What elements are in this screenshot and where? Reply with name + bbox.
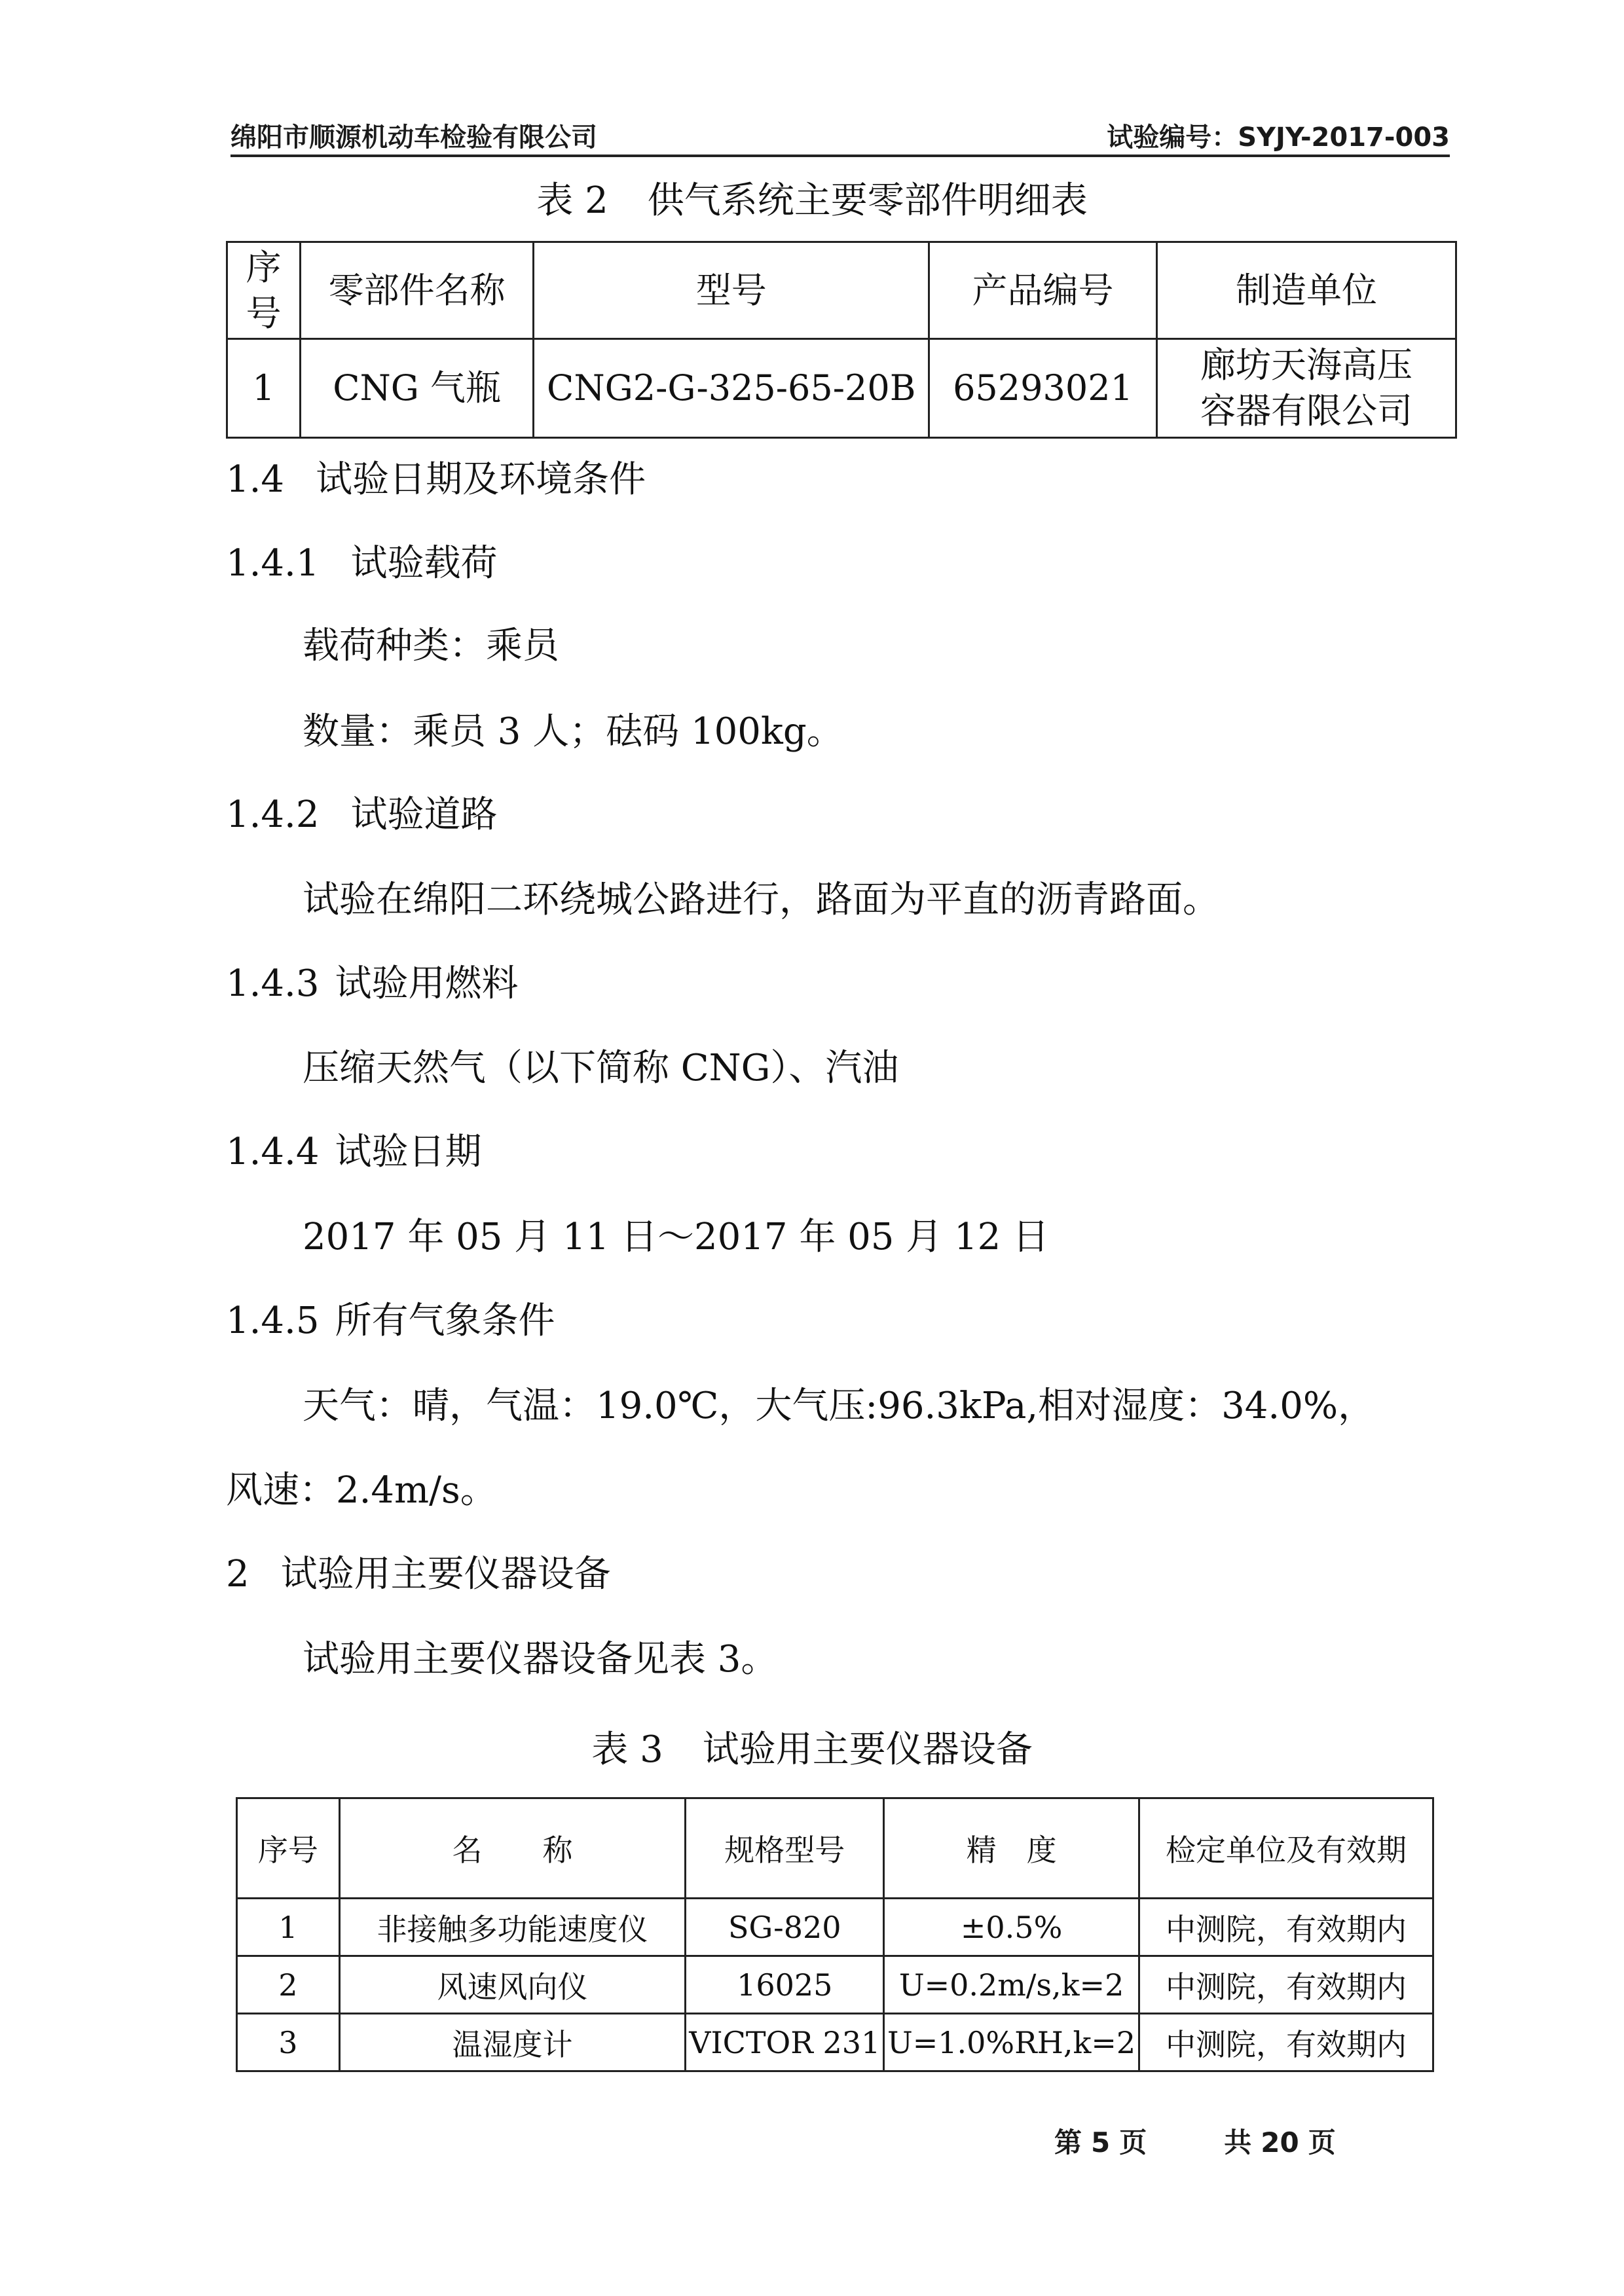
col-header-model: 型号 [534,242,929,339]
road-text: 试验在绵阳二环绕城公路进行，路面为平直的沥青路面。 [303,879,1219,921]
table-row [237,2014,1433,2071]
cell-name: 风速风向仪 [339,1956,686,2014]
section-1-4-1-heading [226,541,498,587]
total-pages: 20 [1261,2126,1299,2159]
table-row [227,339,1456,438]
cell-accuracy: ±0.5% [884,1899,1139,1956]
table3-caption [0,1721,1624,1773]
page-header [231,117,1450,154]
section-1-4-2-heading [226,792,498,838]
section-title: 试验载荷 [350,542,498,585]
table3-caption-title: 试验用主要仪器设备 [702,1728,1033,1771]
col-header-calibration: 检定单位及有效期 [1139,1798,1433,1899]
load-quantity-text: 数量：乘员 3 人；砝码 100kg。 [303,710,843,753]
cell-calibration: 中测院，有效期内 [1139,2014,1433,2071]
table-header-row [237,1798,1433,1899]
section-1-4-heading [226,457,646,503]
section-number: 1.4.2 [226,793,320,836]
section-number: 1.4.4 [226,1131,320,1173]
section-title: 试验用主要仪器设备 [280,1553,611,1595]
equipment-reference-text: 试验用主要仪器设备见表 3。 [303,1638,778,1681]
fuel-text: 压缩天然气（以下简称 CNG）、汽油 [303,1047,899,1089]
load-type-text: 载荷种类：乘员 [303,625,559,667]
table-row [237,1956,1433,2014]
table2-caption-number: 表 2 [536,179,608,222]
section-title: 试验道路 [350,793,498,836]
section-title: 试验日期 [335,1131,482,1173]
section-1-4-5-heading [226,1298,555,1344]
cell-part-name: CNG 气瓶 [300,339,533,438]
section-1-4-3-heading [226,961,519,1007]
col-header-accuracy: 精 度 [884,1798,1139,1899]
section-title: 试验日期及环境条件 [316,458,646,501]
col-header-part-name: 零部件名称 [300,242,533,339]
total-unit: 页 [1308,2126,1336,2159]
col-header-name: 名 称 [339,1798,686,1899]
page-number: 5 [1091,2126,1111,2159]
parts-table [226,241,1457,439]
cell-name: 温湿度计 [339,2014,686,2071]
col-header-product-no: 产品编号 [929,242,1157,339]
header-rule [231,155,1450,157]
cell-calibration: 中测院，有效期内 [1139,1956,1433,2014]
weather-line-1: 天气：晴，气温：19.0℃，大气压:96.3kPa,相对湿度：34.0%， [303,1385,1375,1427]
col-header-spec: 规格型号 [686,1798,884,1899]
page-label: 第 [1054,2126,1082,2159]
total-label: 共 [1224,2126,1252,2159]
equipment-table [236,1797,1434,2072]
section-number: 1.4 [226,458,285,501]
section-number: 2 [226,1553,249,1595]
section-title: 所有气象条件 [335,1300,555,1342]
table2-caption-title: 供气系统主要零部件明细表 [647,179,1088,222]
cell-no: 2 [237,1956,340,2014]
cell-no: 3 [237,2014,340,2071]
section-number: 1.4.3 [226,962,320,1005]
table-row [237,1899,1433,1956]
cell-accuracy: U=0.2m/s,k=2 [884,1956,1139,2014]
cell-name: 非接触多功能速度仪 [339,1899,686,1956]
section-1-4-4-heading [226,1129,482,1175]
table-header-row [227,242,1456,339]
page-footer [1054,2121,1345,2160]
section-number: 1.4.5 [226,1300,320,1342]
col-header-manufacturer: 制造单位 [1156,242,1456,339]
cell-spec: SG-820 [686,1899,884,1956]
cell-spec: 16025 [686,1956,884,2014]
cell-calibration: 中测院，有效期内 [1139,1899,1433,1956]
weather-line-2: 风速：2.4m/s。 [226,1469,497,1512]
cell-manufacturer: 廊坊天海高压容器有限公司 [1156,339,1456,438]
cell-accuracy: U=1.0%RH,k=2 [884,2014,1139,2071]
test-date-text: 2017 年 05 月 11 日～2017 年 05 月 12 日 [303,1216,1050,1258]
section-2-heading [226,1552,611,1597]
page-unit: 页 [1119,2126,1147,2159]
section-number: 1.4.1 [226,542,320,585]
cell-no: 1 [227,339,301,438]
test-number: 试验编号：SYJY-2017-003 [1107,122,1450,153]
col-header-no: 序号 [237,1798,340,1899]
company-name: 绵阳市顺源机动车检验有限公司 [231,122,597,153]
cell-no: 1 [237,1899,340,1956]
col-header-no: 序号 [227,242,301,339]
cell-model: CNG2-G-325-65-20B [534,339,929,438]
table2-caption [0,172,1624,224]
cell-product-no: 65293021 [929,339,1157,438]
table3-caption-number: 表 3 [591,1728,663,1771]
section-title: 试验用燃料 [335,962,519,1005]
cell-spec: VICTOR 231 [686,2014,884,2071]
